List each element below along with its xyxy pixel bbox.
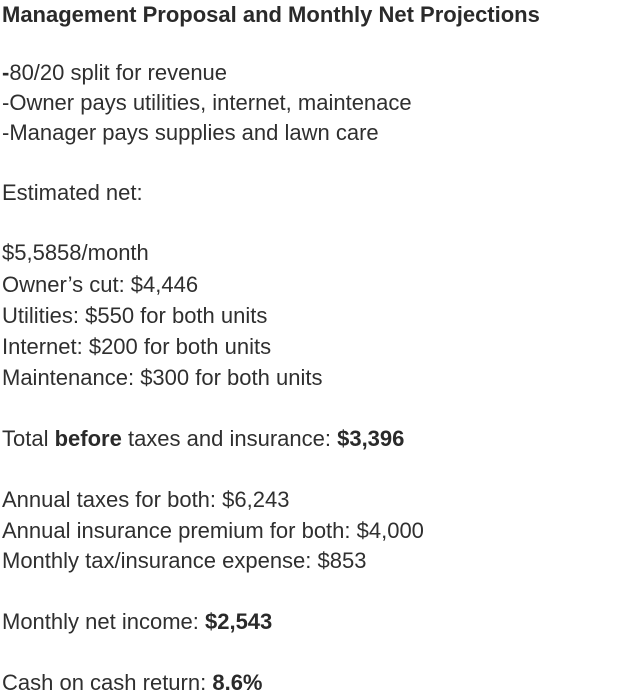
term-manager-pays: -Manager pays supplies and lawn care xyxy=(2,120,379,145)
annual-insurance-line: Annual insurance premium for both: $4,000 xyxy=(2,518,424,543)
cash-return-line xyxy=(2,668,263,698)
total-bold-word: before xyxy=(54,426,122,451)
monthly-tax-insurance-line: Monthly tax/insurance expense: $853 xyxy=(2,548,367,573)
monthly-revenue: $5,5858/month xyxy=(2,240,149,265)
estimated-net-heading: Estimated net: xyxy=(2,180,143,205)
term-owner-pays: -Owner pays utilities, internet, maintenace xyxy=(2,90,412,115)
total-value: $3,396 xyxy=(337,426,405,451)
utilities-line: Utilities: $550 for both units xyxy=(2,303,268,328)
annual-taxes-line: Annual taxes for both: $6,243 xyxy=(2,487,290,512)
net-income-line xyxy=(2,607,272,637)
total-prefix: Total xyxy=(2,426,55,451)
note-title: Management Proposal and Monthly Net Projections xyxy=(2,2,540,27)
total-before-line xyxy=(2,424,404,454)
term-dash: - xyxy=(2,60,10,85)
total-suffix: taxes and insurance: xyxy=(121,426,338,451)
term-text: 80/20 split for revenue xyxy=(9,60,228,85)
net-income-value: $2,543 xyxy=(204,609,273,634)
cash-return-value: 8.6% xyxy=(212,670,263,695)
net-income-label: Monthly net income: xyxy=(2,609,205,634)
maintenance-line: Maintenance: $300 for both units xyxy=(2,365,323,390)
owners-cut: Owner’s cut: $4,446 xyxy=(2,272,199,297)
cash-return-label: Cash on cash return: xyxy=(2,670,213,695)
internet-line: Internet: $200 for both units xyxy=(2,334,272,359)
term-revenue-split xyxy=(2,58,227,88)
